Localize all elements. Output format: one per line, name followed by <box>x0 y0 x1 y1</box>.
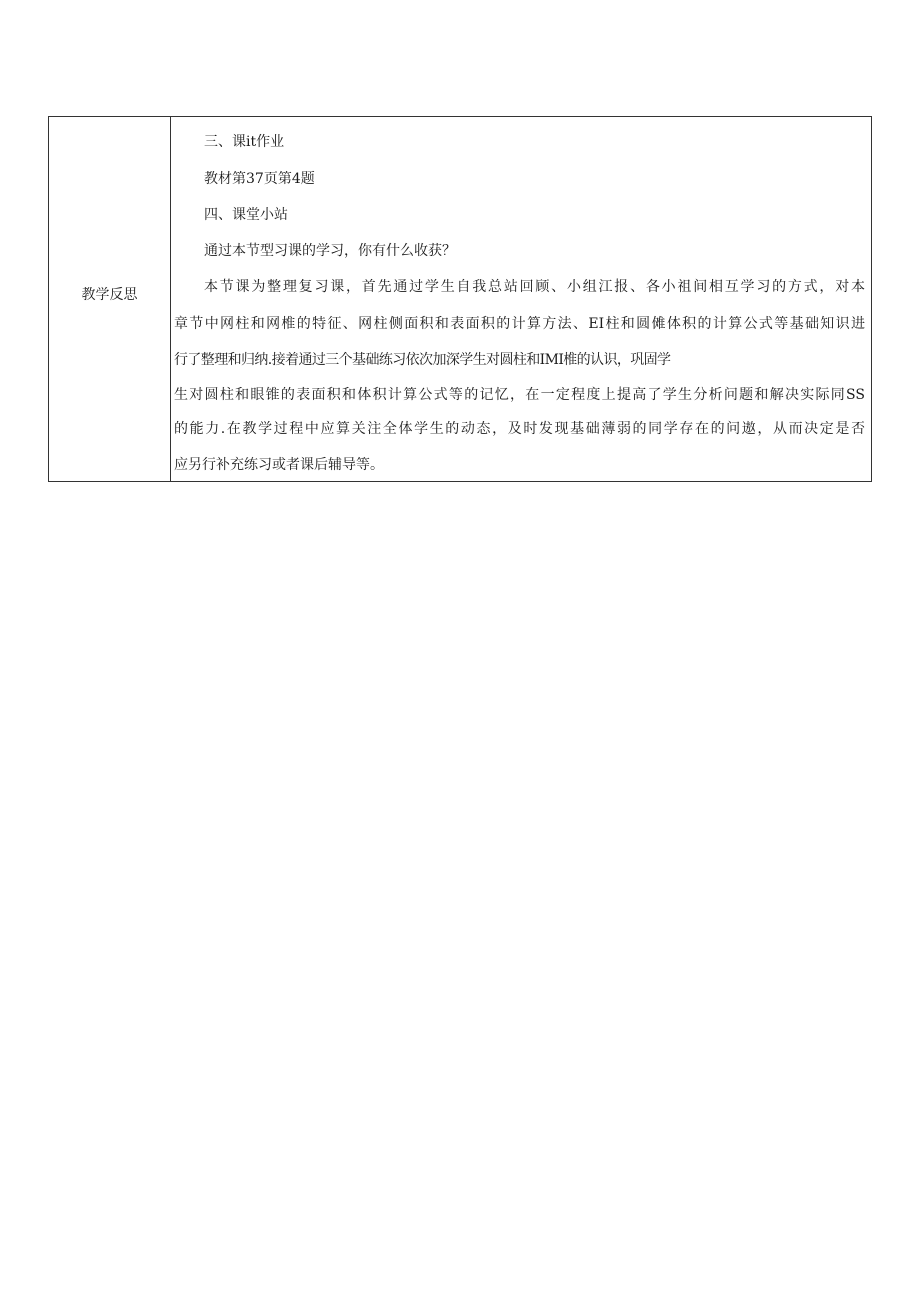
row-label: 教学反思 <box>81 287 138 303</box>
reflection-content <box>171 117 871 481</box>
content-line-8: 生对圆柱和眼锥的表面积和体积计算公式等的记忆，在一定程度上提高了学生分析问题和解决实际同SS <box>174 387 865 403</box>
content-line-1: 三、课it作业 <box>204 134 285 150</box>
content-line-9: 的能力.在教学过程中应算关注全体学生的动态，及时发现基础薄弱的同学存在的问遨，从而决定是否 <box>174 421 865 437</box>
content-line-5: 本节课为整理复习课，首先通过学生自我总站回顾、小组江报、各小祖间相互学习的方式，对本 <box>204 279 865 295</box>
content-line-4: 通过本节型习课的学习，你有什么收获？ <box>204 243 456 259</box>
row-label-cell <box>49 117 171 481</box>
content-line-7: 行了整理和归纳.接着通过三个基础练习依次加深学生对圆柱和IMI椎的认识，巩固学 <box>174 352 671 368</box>
content-line-10: 应另行补充练习或者课后辅导等。 <box>174 457 384 473</box>
content-line-3: 四、课堂小站 <box>204 207 288 223</box>
content-line-6: 章节中网柱和网椎的特征、网柱侧面积和表面积的计算方法、EI柱和圆傩体积的计算公式等基础知识进 <box>174 316 865 332</box>
content-line-2: 教材第37页第4题 <box>204 171 315 187</box>
reflection-table <box>48 116 872 482</box>
